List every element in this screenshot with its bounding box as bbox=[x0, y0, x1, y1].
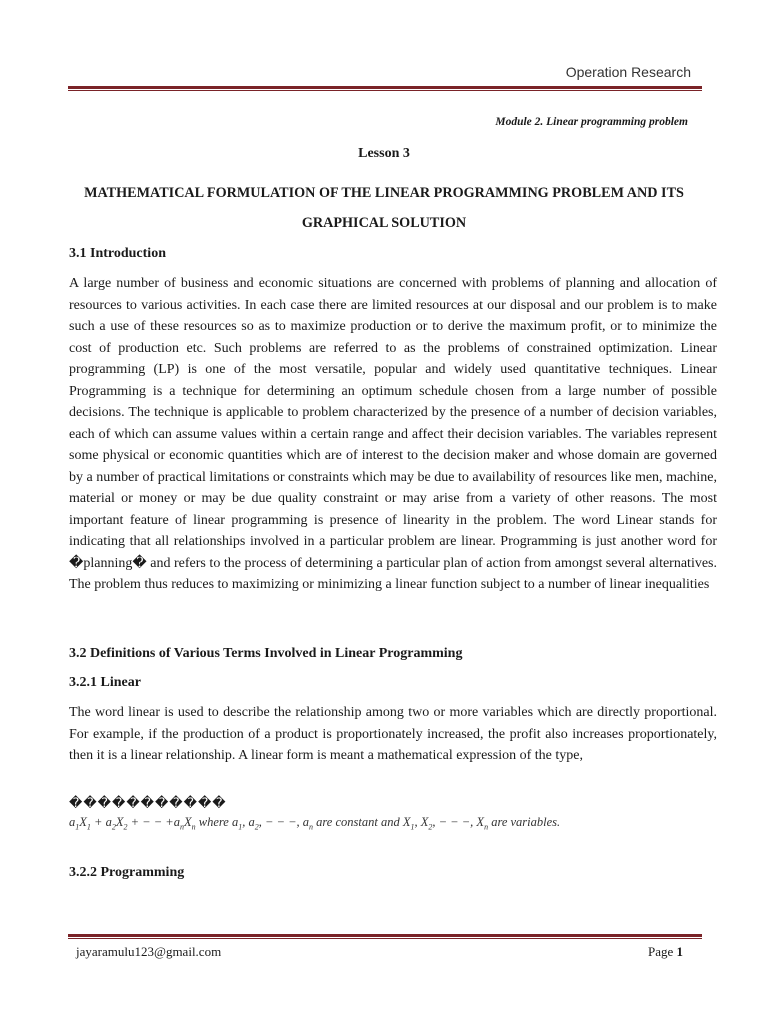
linear-form-formula bbox=[69, 815, 560, 832]
formula-expression: $a_1X_1 + a_2X_2$ + − − $+a_nX_n$ bbox=[69, 815, 196, 832]
footer-rule bbox=[68, 934, 702, 939]
section-body-3-1: A large number of business and economic situations are concerned with problems of planning and allocation of resources to various activities. In each case there are limited resources at our disposal and our problem is to make such a use of these resources so as to maximize production or to derive the maximum profit, or to minimize the cost of production etc. Such problems are referred to as the problems of constrained optimization. Linear programming (LP) is one of the most versatile, popular and widely used quantitative techniques. Linear Programming is a technique for determining an optimum schedule chosen from a large number of possible decisions. The technique is applicable to problem characterized by the presence of a number of decision variables, each of which can assume values within a certain range and affect their decision variables. The variables represent some physical or economic quantities which are of interest to the decision maker and whose domain are governed by a number of practical limitations or constraints which may be due to availability of resources like men, machine, material or money or may be due quality constraint or may arise from a variety of other reasons. The most important feature of linear programming is presence of linearity in the problem. The word Linear stands for indicating that all relationships involved in a particular problem are linear. Programming is just another word for �planning� and refers to the process of determining a particular plan of action from amongst several alternatives. The problem thus reduces to maximizing or minimizing a linear function subject to a number of linear inequalities bbox=[69, 276, 717, 592]
section-heading-3-1: 3.1 Introduction bbox=[69, 246, 166, 261]
lesson-label: Lesson 3 bbox=[358, 146, 410, 161]
page-title bbox=[60, 178, 708, 238]
title-line-1: MATHEMATICAL FORMULATION OF THE LINEAR PROGRAMMING PROBLEM AND ITS bbox=[84, 185, 684, 201]
section-body-3-2-1: The word linear is used to describe the relationship among two or more variables which are directly proportional. For example, if the production of a product is proportionately increased, the profit also increases proportionately, then it is a linear relationship. A linear form is meant a mathematical expression of the type, bbox=[69, 705, 717, 763]
formula-variables-text: are variables. bbox=[491, 815, 561, 829]
section-heading-3-2-2: 3.2.2 Programming bbox=[69, 865, 185, 880]
formula-constant-text: are constant and bbox=[316, 815, 400, 829]
title-line-2: GRAPHICAL SOLUTION bbox=[301, 215, 467, 231]
section-heading-3-2-1: 3.2.1 Linear bbox=[69, 675, 141, 690]
page-number: 1 bbox=[676, 944, 683, 959]
formula-variables: $X_1$, $X_2$, − − −, $X_n$ bbox=[402, 815, 489, 832]
formula-where: where bbox=[198, 815, 229, 829]
module-label: Module 2. Linear programming problem bbox=[495, 116, 688, 128]
formula-coefficients: $a_1$, $a_2$, − − −, $a_n$ bbox=[231, 815, 314, 832]
header-title: Operation Research bbox=[565, 64, 691, 80]
section-heading-3-2: 3.2 Definitions of Various Terms Involved in Linear Programming bbox=[69, 646, 463, 661]
formula-missing-glyphs: ����������� bbox=[69, 796, 227, 811]
header-rule bbox=[68, 86, 702, 91]
footer-page-number bbox=[648, 944, 683, 960]
footer-email: jayaramulu123@gmail.com bbox=[76, 944, 222, 959]
footer-page-label: Page bbox=[647, 944, 674, 959]
